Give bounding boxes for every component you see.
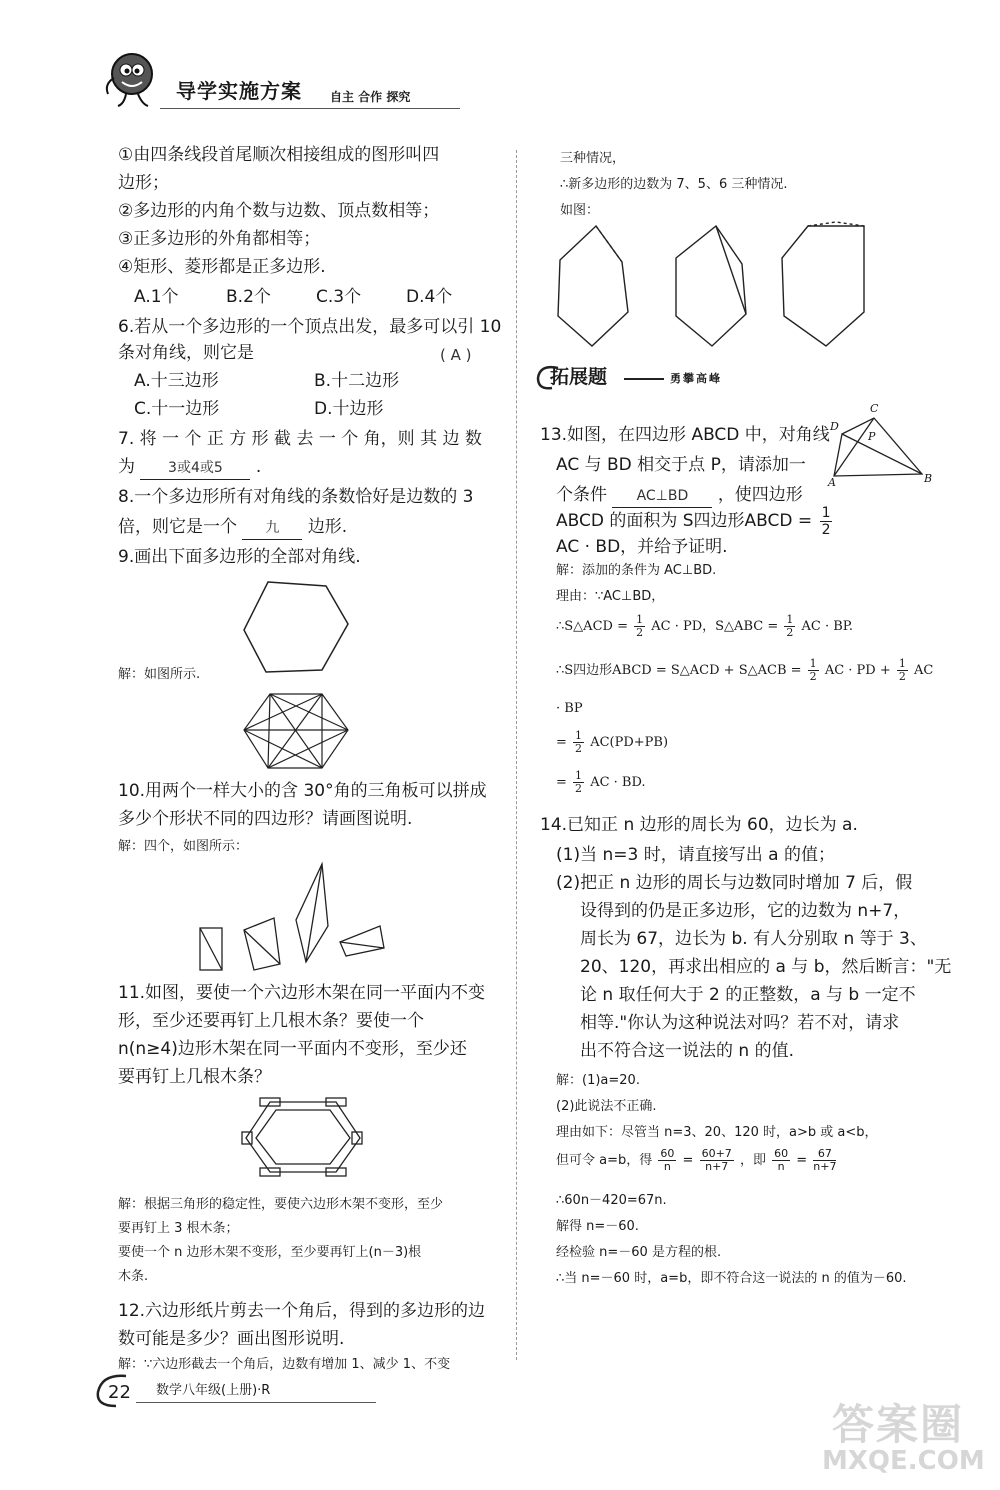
q14-sol-4c: ，即 [739,1153,766,1168]
q13-sol-3c: AC · BP. [801,619,854,634]
q6-line1: 6.若从一个多边形的一个顶点出发，最多可以引 10 [118,317,502,337]
q13-sol-6a: = [556,735,567,750]
q14-frac-2-num: 60+7 [701,1147,732,1160]
q13-sol-5: · BP [556,701,583,716]
q13-sol-frac-1: $\frac{1}{2}$ [636,613,644,639]
q14-sol-5: ∴60n－420=67n. [556,1193,667,1208]
q11-line1: 11.如图，要使一个六边形木架在同一平面内不变 [118,983,486,1003]
q14-line1: 14.已知正 n 边形的周长为 60，边长为 a. [540,815,858,835]
section-dash [624,378,664,380]
footer-page-number: 22 [108,1382,131,1403]
section-banner [532,362,772,392]
q5-option-b: B.2个 [226,287,271,307]
q14-part2-5: 论 n 取任何大于 2 的正整数，a 与 b 一定不 [580,985,916,1005]
q12-line2: 数可能是多少？画出图形说明. [118,1329,345,1349]
q13-label-d: D [830,420,839,433]
q5-item-1: ①由四条线段首尾顺次相接组成的图形叫四 [118,145,440,165]
q12-cont-2: ∴新多边形的边数为 7、5、6 三种情况. [560,177,788,192]
q13-label-c: C [870,402,879,415]
q13-quadrilateral-figure [828,412,938,490]
q14-frac-3 [772,1148,790,1173]
q10-solution: 解：四个，如图所示： [118,839,249,854]
q13-sol-6 [556,726,668,760]
q5-option-d: D.4个 [406,287,453,307]
q7-suffix: . [255,457,262,477]
q13-sol-frac-3: $\frac{1}{2}$ [809,657,817,683]
q5-item-4: ④矩形、菱形都是正多边形. [118,257,326,277]
q14-sol-2: (2)此说法不正确. [556,1099,657,1114]
q13-label-b: B [924,472,933,485]
q5-option-a: A.1个 [134,287,179,307]
q12-line1: 12.六边形纸片剪去一个角后，得到的多边形的边 [118,1301,486,1321]
q11-solution-4: 木条. [118,1269,149,1284]
q14-frac-3-num: 60 [774,1147,789,1160]
q11-solution-1: 解：根据三角形的稳定性，要使六边形木架不变形，至少 [118,1197,444,1212]
section-subtitle: 勇攀高峰 [670,372,722,385]
q13-sol-4b: AC · PD + [824,663,891,678]
q6-line2: 条对角线，则它是 [118,343,254,363]
q5-option-c: C.3个 [316,287,362,307]
mascot-icon [100,48,160,110]
q14-sol-4b: = [682,1153,694,1168]
q10-quadrilaterals-figure [190,856,400,974]
q6-answer: ( A ) [440,346,472,364]
q13-sol-1: 解：添加的条件为 AC⊥BD. [556,563,717,578]
q8-prefix: 倍，则它是一个 [118,517,237,537]
q13-line3-suffix: ，使四边形 [717,485,803,505]
q14-part2-7: 出不符合这一说法的 n 的值. [580,1041,794,1061]
q11-solution-2: 要再钉上 3 根木条； [118,1221,239,1236]
q13-line2: AC 与 BD 相交于点 P，请添加一 [556,455,806,475]
q14-frac-4-num: 67 [813,1148,836,1161]
q7-prefix: 为 [118,457,135,477]
q9-heptagon-figure [240,578,350,678]
q14-sol-7: 经检验 n=－60 是方程的根. [556,1245,722,1260]
q6-option-b: B.十二边形 [314,371,400,391]
q12-cont-3: 如图： [560,203,600,218]
q11-solution-3: 要使一个 n 边形木架不变形，至少要再钉上(n－3)根 [118,1245,422,1260]
q14-part2-1: (2)把正 n 边形的周长与边数同时增加 7 后，假 [556,873,913,893]
q14-frac-4-den: n+7 [813,1160,837,1173]
q6-option-a: A.十三边形 [134,371,219,391]
q5-item-2: ②多边形的内角个数与边数、顶点数相等； [118,201,440,221]
q14-frac-1-num: 60 [660,1147,675,1160]
q8-suffix: 边形. [307,517,348,537]
q13-frac-num: 1 [821,504,831,521]
q14-frac-3-den: n [777,1160,785,1173]
q9-diagonals-figure [240,690,350,772]
q13-blank: AC⊥BD [612,485,712,508]
header-rule [160,108,460,109]
q9-line1: 9.画出下面多边形的全部对角线. [118,547,361,567]
q12-cont-1: 三种情况， [560,151,626,166]
q13-sol-frac-4: $\frac{1}{2}$ [898,657,906,683]
q7-line1: 7. 将 一 个 正 方 形 截 去 一 个 角，则 其 边 数 [118,429,482,449]
q14-sol-1: 解：(1)a=20. [556,1073,640,1088]
q11-line3: n(n≥4)边形木架在同一平面内不变形，至少还 [118,1039,467,1059]
q14-frac-1-den: n [663,1160,671,1173]
q13-line4-text: ABCD 的面积为 S四边形ABCD = [556,511,813,531]
q11-hexagon-frame-figure [240,1092,366,1178]
q13-sol-6b: AC(PD+PB) [590,735,669,750]
q13-sol-4c: AC [914,663,934,678]
q11-line2: 形，至少还要再钉上几根木条？要使一个 [118,1011,424,1031]
q14-frac-2 [700,1148,734,1173]
q13-sol-7 [556,766,646,800]
q14-frac-1 [658,1148,676,1173]
q14-sol-4 [556,1144,838,1178]
q13-label-a: A [828,476,836,489]
q6-option-d: D.十边形 [314,399,384,419]
q8-line2 [118,516,347,540]
q14-frac-2-den: n+7 [705,1160,729,1173]
q13-label-p: P [868,430,876,443]
q14-part1: (1)当 n=3 时，请直接写出 a 的值； [556,845,835,865]
section-title: 拓展题 [550,366,608,388]
q13-sol-4a: ∴S四边形ABCD = S△ACD + S△ACB = [556,663,802,678]
q12-hexagons-figure [552,222,882,352]
q13-line3-prefix: 个条件 [556,485,607,505]
q5-item-1b: 边形； [118,173,169,193]
q13-sol-7b: AC · BD. [590,775,646,790]
q13-line5: AC · BD，并给予证明. [556,537,728,557]
q13-sol-frac-5: $\frac{1}{2}$ [575,729,583,755]
q14-part2-2: 设得到的仍是正多边形，它的边数为 n+7， [580,901,911,921]
q13-sol-3 [556,610,853,644]
q7-blank: 3或4或5 [140,457,250,480]
q13-fraction [820,505,833,538]
watermark-logo: 答案圈 [832,1400,965,1449]
q8-blank: 九 [242,517,302,540]
q14-sol-4d: = [796,1153,808,1168]
watermark-url: MXQE.COM [822,1446,985,1476]
q13-sol-frac-6: $\frac{1}{2}$ [575,769,583,795]
q10-line2: 多少个形状不同的四边形？请画图说明. [118,809,413,829]
q6-option-c: C.十一边形 [134,399,220,419]
q8-line1: 8.一个多边形所有对角线的条数恰好是边数的 3 [118,487,474,507]
header-title: 导学实施方案 [176,79,302,103]
q14-sol-4a: 但可令 a=b，得 [556,1153,653,1168]
q11-line4: 要再钉上几根木条？ [118,1067,271,1087]
q10-line1: 10.用两个一样大小的含 30°角的三角板可以拼成 [118,781,487,801]
q13-sol-3b: AC · PD，S△ABC = [651,619,779,634]
q13-line1: 13.如图，在四边形 ABCD 中，对角线 [540,425,830,445]
q12-solution: 解：∵六边形截去一个角后，边数有增加 1、减少 1、不变 [118,1357,451,1372]
q14-sol-3: 理由如下：尽管当 n=3、20、120 时，a>b 或 a<b， [556,1125,878,1140]
q9-solution: 解：如图所示. [118,667,201,682]
q14-frac-4 [813,1148,836,1173]
q5-item-3: ③正多边形的外角都相等； [118,229,321,249]
footer-book: 数学八年级(上册)·R [156,1383,271,1398]
q7-line2 [118,456,261,480]
footer-rule [136,1402,376,1403]
q14-sol-6: 解得 n=－60. [556,1219,639,1234]
q13-sol-frac-2: $\frac{1}{2}$ [786,613,794,639]
q13-frac-den: 2 [821,521,831,538]
q14-sol-8: ∴当 n=－60 时，a=b，即不符合这一说法的 n 的值为－60. [556,1271,907,1286]
column-divider [516,150,517,1360]
q13-sol-7a: = [556,775,567,790]
q13-sol-3a: ∴S△ACD = [556,619,628,634]
q14-part2-4: 20、120，再求出相应的 a 与 b，然后断言："无 [580,957,952,977]
q13-sol-2: 理由：∵AC⊥BD， [556,589,665,604]
q14-part2-3: 周长为 67，边长为 b. 有人分别取 n 等于 3、 [580,929,927,949]
header-tags: 自主 合作 探究 [330,90,411,104]
q13-sol-4 [556,654,933,688]
q14-part2-6: 相等."你认为这种说法对吗？若不对，请求 [580,1013,900,1033]
